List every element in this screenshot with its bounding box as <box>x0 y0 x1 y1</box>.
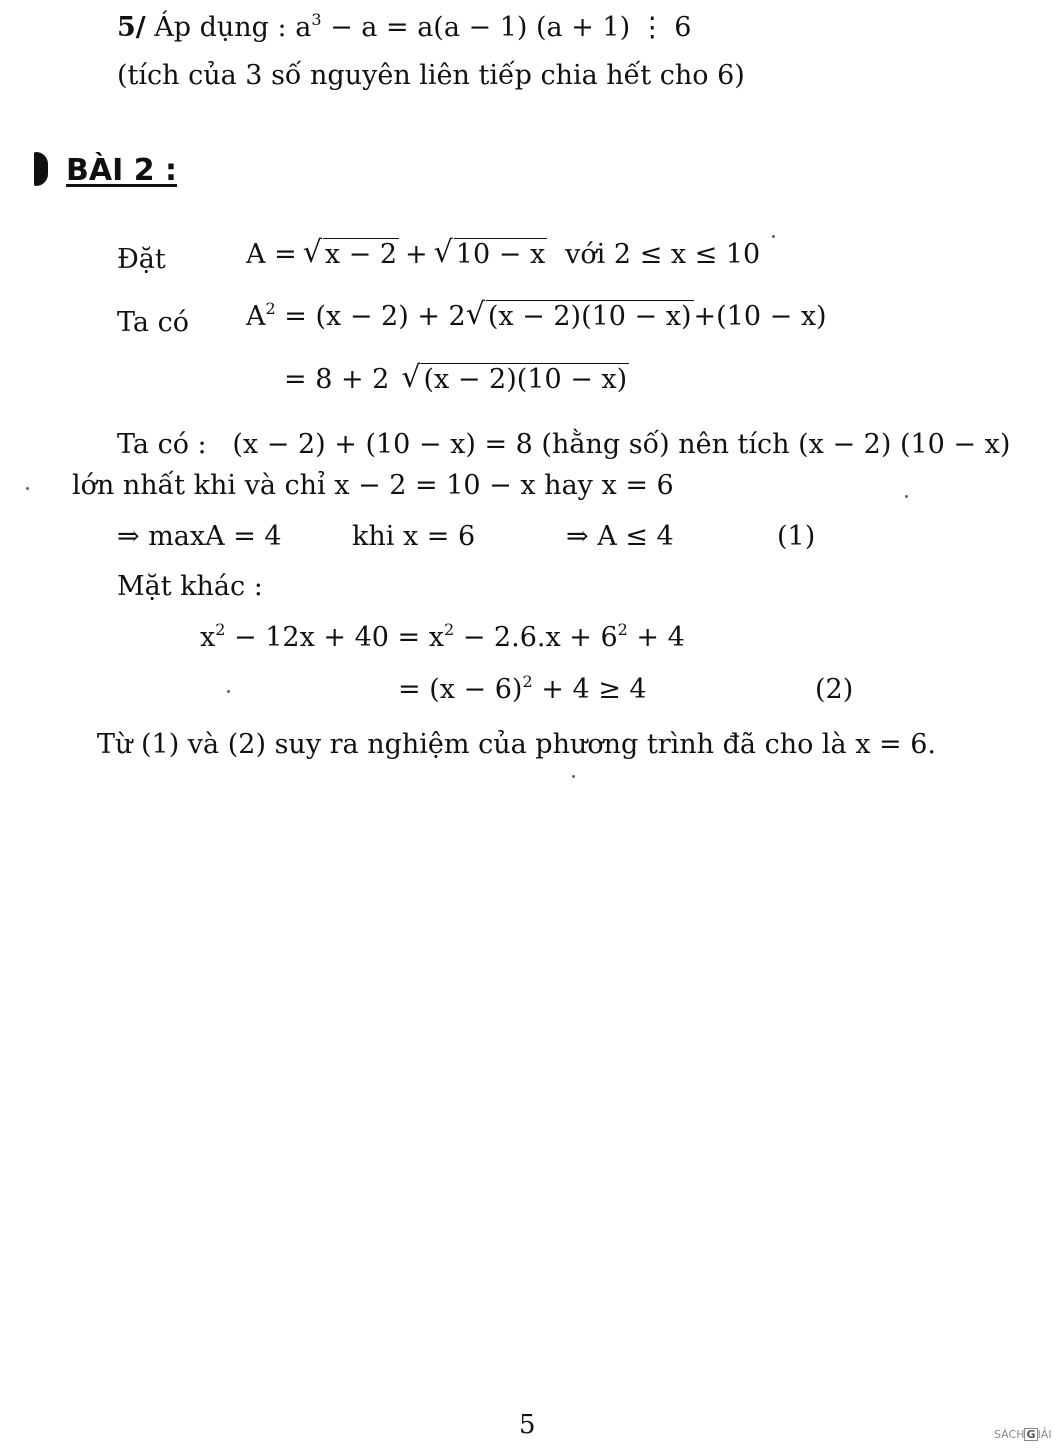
eq2-tail: +(10 − x) <box>693 301 827 332</box>
sqrt-4: √ (x − 2)(10 − x) <box>401 360 628 395</box>
eq2 <box>246 297 827 332</box>
conclusion: Từ (1) và (2) suy ra nghiệm của phương trình đã cho là x = 6. <box>97 729 937 760</box>
other-hand: Mặt khác : <box>117 571 263 602</box>
eq1-plus: + <box>405 239 428 270</box>
eq4: $x^2 - 12x + 40 = x^2 - 2.6.x + 6^2 + 4$ <box>200 620 685 653</box>
page-number: 5 <box>519 1410 536 1440</box>
sqrt-3: √ (x − 2)(10 − x) <box>465 297 692 332</box>
sqrt-2: √ 10 − x <box>433 235 546 270</box>
eq1 <box>246 235 761 270</box>
apply-text-a: Áp dụng : a <box>154 12 312 43</box>
exponent: 3 <box>311 10 322 29</box>
result-bound: ⇒ A ≤ 4 <box>566 521 674 552</box>
scan-speck <box>572 775 575 778</box>
eq1-label: Đặt <box>117 244 166 275</box>
para-1: Ta có : (x − 2) + (10 − x) = 8 (hằng số) nên tích (x − 2) (10 − x) <box>117 429 1011 460</box>
apply-text-b: − a = a(a − 1) (a + 1) ⋮ 6 <box>321 12 692 43</box>
result-max: ⇒ maxA = 4 <box>117 521 282 552</box>
result-number: (1) <box>777 521 816 552</box>
eq5: = $(x - 6)^2 + 4 \ge 4$ <box>398 672 647 705</box>
eq2-label: Ta có <box>117 307 189 338</box>
sqrt-1: √ x − 2 <box>302 235 398 270</box>
scan-speck <box>227 690 230 693</box>
watermark-logo: SÁCH G IẢI <box>994 1428 1052 1441</box>
section-marker-icon <box>34 152 48 186</box>
item-number: 5/ <box>117 12 146 43</box>
para-2: lớn nhất khi và chỉ x − 2 = 10 − x hay x = 6 <box>72 470 674 501</box>
eq2-lhs: $A^2$ <box>246 299 276 332</box>
scan-speck <box>905 495 908 498</box>
eq2-mid: = (x − 2) + 2 <box>275 301 466 332</box>
section-title: BÀI 2 : <box>66 153 178 188</box>
scan-speck <box>772 235 775 238</box>
eq3-lhs: = 8 + 2 <box>284 364 390 395</box>
result-when: khi x = 6 <box>352 521 476 552</box>
scan-speck <box>26 487 29 490</box>
eq3 <box>284 360 629 395</box>
eq1-lhs: A = <box>246 239 297 270</box>
eq5-number: (2) <box>815 674 854 705</box>
line-apply <box>117 10 692 43</box>
line-note: (tích của 3 số nguyên liên tiếp chia hết cho 6) <box>117 60 745 91</box>
eq1-condition: với 2 ≤ x ≤ 10 <box>565 239 761 270</box>
